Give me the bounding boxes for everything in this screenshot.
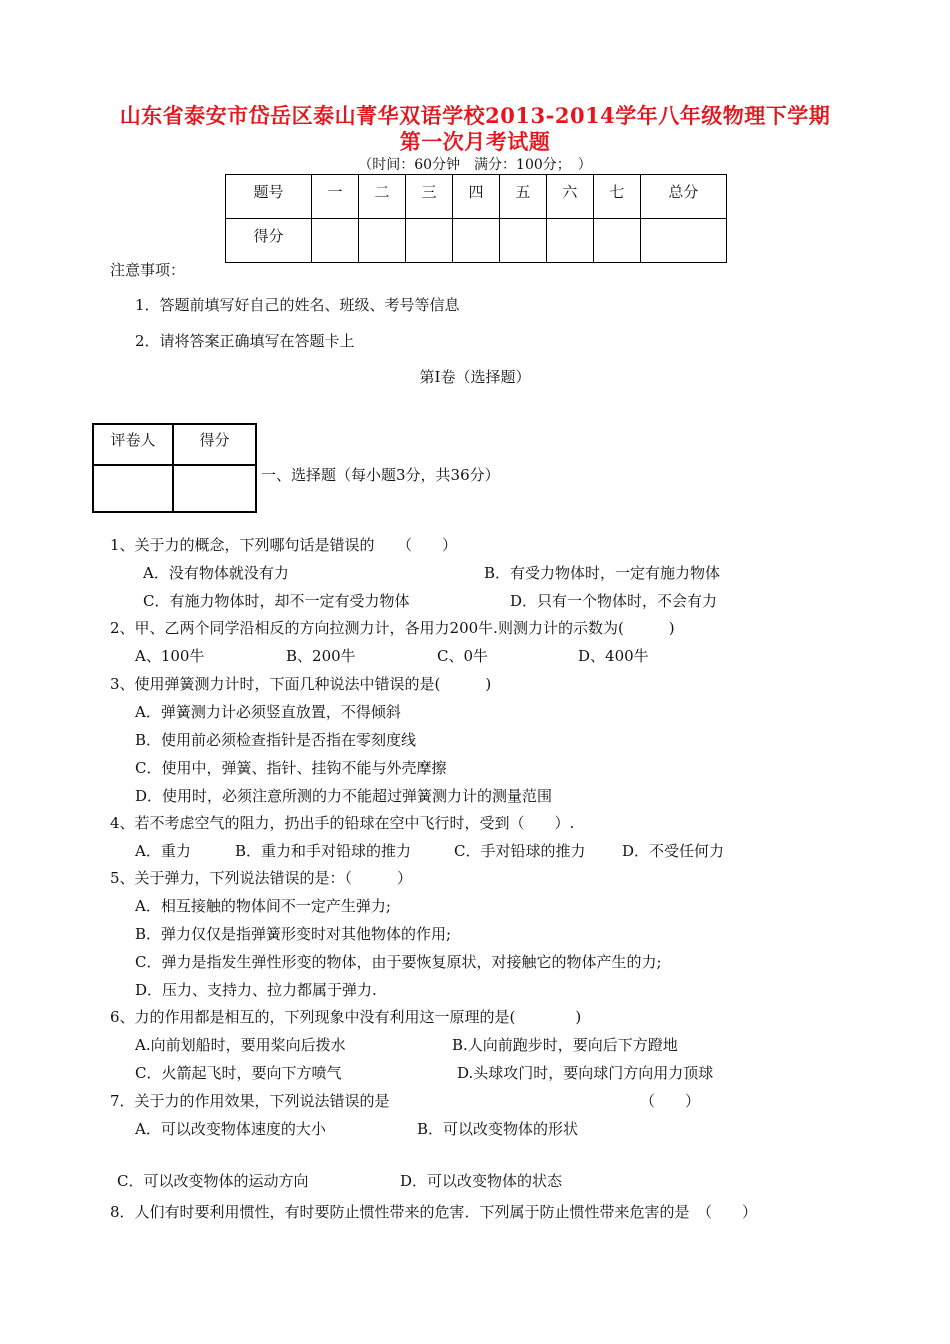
score-input-cell[interactable] [499,219,546,263]
exam-title-line1: 山东省泰安市岱岳区泰山菁华双语学校2013-2014学年八年级物理下学期 [119,103,831,128]
question-3-stem: 3、使用弹簧测力计时，下面几种说法中错误的是( ) [110,675,492,693]
question-3-option-b: B．使用前必须检查指针是否指在零刻度线 [135,731,417,749]
score-input-cell[interactable] [640,219,726,263]
question-8-stem: 8．人们有时要利用惯性，有时要防止惯性带来的危害．下列属于防止惯性带来危害的是 （ ） [110,1203,758,1221]
question-7-stem: 7．关于力的作用效果，下列说法错误的是 [110,1092,390,1110]
question-6-option-b: B.人向前跑步时，要向后下方蹬地 [452,1036,678,1054]
question-2-option-d: D、400牛 [578,647,649,665]
grader-cell: 得分 [173,424,256,465]
question-7-option-a: A．可以改变物体速度的大小 [135,1120,326,1138]
question-4-option-d: D．不受任何力 [622,842,725,860]
question-7-answer-paren: （ ） [640,1092,701,1110]
question-6-stem: 6、力的作用都是相互的，下列现象中没有利用这一原理的是( ) [110,1008,582,1026]
question-1-option-d: D．只有一个物体时，不会有力 [510,592,718,610]
question-6-option-c: C．火箭起飞时，要向下方喷气 [135,1064,342,1082]
notes-item-2: 2．请将答案正确填写在答题卡上 [135,332,355,350]
score-input-cell[interactable] [593,219,640,263]
question-5-option-a: A．相互接触的物体间不一定产生弹力; [135,897,391,915]
question-4-option-c: C．手对铅球的推力 [454,842,586,860]
question-6-option-d: D.头球攻门时，要向球门方向用力顶球 [457,1064,714,1082]
question-1-option-c: C．有施力物体时，却不一定有受力物体 [143,592,410,610]
grader-input-cell[interactable] [93,465,173,512]
question-5-stem: 5、关于弹力，下列说法错误的是：（ ） [110,869,413,887]
score-cell: 题号 [226,175,312,219]
question-4-option-a: A．重力 [135,842,191,860]
question-2-stem: 2、甲、乙两个同学沿相反的方向拉测力计，各用力200牛.则测力计的示数为( ) [110,619,675,637]
question-7-option-b: B．可以改变物体的形状 [417,1120,579,1138]
question-3-option-a: A．弹簧测力计必须竖直放置，不得倾斜 [135,703,401,721]
question-6-option-a: A.向前划船时，要用桨向后拨水 [135,1036,346,1054]
question-1-option-a: A．没有物体就没有力 [143,564,289,582]
notes-heading: 注意事项： [110,261,186,279]
question-5-option-c: C．弹力是指发生弹性形变的物体，由于要恢复原状，对接触它的物体产生的力; [135,953,662,971]
score-cell: 二 [359,175,406,219]
question-4-option-b: B．重力和手对铅球的推力 [235,842,412,860]
score-input-cell[interactable] [312,219,359,263]
score-cell: 得分 [226,219,312,263]
score-input-cell[interactable] [406,219,453,263]
question-4-stem: 4、若不考虑空气的阻力，扔出手的铅球在空中飞行时，受到（ ）. [110,814,575,832]
score-cell: 五 [499,175,546,219]
question-2-option-b: B、200牛 [286,647,356,665]
grader-header-row [93,424,256,465]
score-cell: 四 [452,175,499,219]
score-table-score-row [226,219,727,263]
question-7-option-d: D．可以改变物体的状态 [400,1172,563,1190]
notes-item-1: 1．答题前填写好自己的姓名、班级、考号等信息 [135,296,460,314]
question-3-option-d: D．使用时，必须注意所测的力不能超过弹簧测力计的测量范围 [135,787,553,805]
score-input-cell[interactable] [546,219,593,263]
grader-input-row [93,465,256,512]
score-cell: 总分 [640,175,726,219]
question-1-stem: 1、关于力的概念，下列哪句话是错误的 （ ） [110,536,458,554]
grader-cell: 评卷人 [93,424,173,465]
question-5-option-b: B．弹力仅仅是指弹簧形变时对其他物体的作用; [135,925,452,943]
question-1-option-b: B．有受力物体时，一定有施力物体 [484,564,721,582]
score-cell: 三 [406,175,453,219]
part1-title: 一、选择题（每小题3分，共36分） [261,466,500,484]
score-input-cell[interactable] [359,219,406,263]
grader-table [92,423,257,513]
score-input-cell[interactable] [452,219,499,263]
question-3-option-c: C．使用中，弹簧、指针、挂钩不能与外壳摩擦 [135,759,447,777]
score-cell: 七 [593,175,640,219]
question-5-option-d: D．压力、支持力、拉力都属于弹力. [135,981,377,999]
exam-subtitle: （时间：60分钟 满分：100分； ） [358,157,592,173]
score-table-header-row [226,175,727,219]
grader-input-cell[interactable] [173,465,256,512]
question-2-option-c: C、0牛 [437,647,489,665]
score-table [225,174,727,263]
score-cell: 一 [312,175,359,219]
question-7-option-c: C．可以改变物体的运动方向 [117,1172,309,1190]
question-2-option-a: A、100牛 [135,647,205,665]
score-cell: 六 [546,175,593,219]
exam-title-line2: 第一次月考试题 [399,129,551,154]
section-title: 第I卷（选择题） [419,368,531,386]
